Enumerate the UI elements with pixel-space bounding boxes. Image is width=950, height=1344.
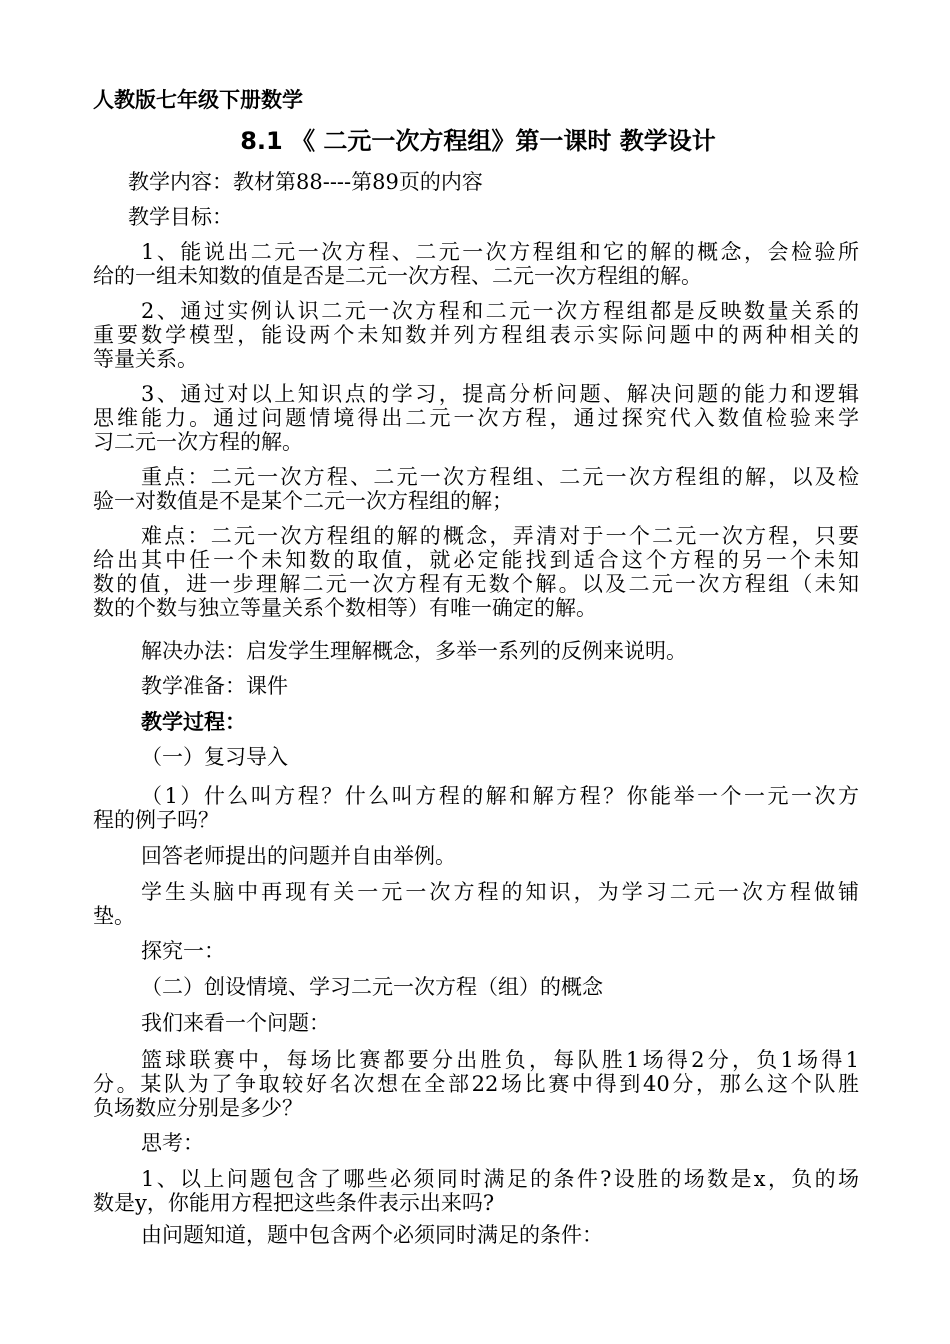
objective-1-line-2: 给的一组未知数的值是否是二元一次方程、二元一次方程组的解。 [93, 264, 702, 288]
review-question-line-1: （1）什么叫方程？什么叫方程的解和解方程？你能举一个一元一次方 [141, 784, 859, 808]
objective-2-line-2: 重要数学模型，能设两个未知数并列方程组表示实际问题中的两种相关的 [93, 323, 859, 347]
conditions-intro: 由问题知道，题中包含两个必须同时满足的条件： [141, 1223, 603, 1247]
think-question-line-2: 数是y，你能用方程把这些条件表示出来吗? [93, 1191, 495, 1215]
objective-3-line-1: 3、通过对以上知识点的学习，提高分析问题、解决问题的能力和逻辑 [141, 382, 859, 406]
problem-line-3: 负场数应分别是多少？ [93, 1096, 303, 1120]
problem-line-2: 分。某队为了争取较好名次想在全部22场比赛中得到40分，那么这个队胜 [93, 1072, 859, 1096]
solution-method: 解决办法：启发学生理解概念，多举一系列的反例来说明。 [141, 639, 687, 663]
think-label: 思考： [141, 1131, 204, 1155]
teaching-objectives-label: 教学目标： [128, 205, 233, 229]
review-purpose-line-2: 垫。 [93, 904, 135, 928]
difficulty-line-2: 给出其中任一个未知数的取值，就必定能找到适合这个方程的另一个未知 [93, 548, 859, 572]
difficulty-line-3: 数的值，进一步理解二元一次方程有无数个解。以及二元一次方程组（未知 [93, 572, 859, 596]
document-header: 人教版七年级下册数学 [93, 88, 303, 112]
review-question-line-2: 程的例子吗？ [93, 808, 219, 832]
teaching-process-heading: 教学过程： [141, 710, 246, 734]
objective-2-line-1: 2、通过实例认识二元一次方程和二元一次方程组都是反映数量关系的 [141, 299, 859, 323]
objective-3-line-2: 思维能力。通过问题情境得出二元一次方程，通过探究代入数值检验来学 [93, 406, 859, 430]
exploration-1-label: 探究一： [141, 939, 225, 963]
objective-1-line-1: 1、能说出二元一次方程、二元一次方程组和它的解的概念，会检验所 [141, 240, 859, 264]
objective-2-line-3: 等量关系。 [93, 347, 198, 371]
document-title: 8.1 《 二元一次方程组》第一课时 教学设计 [240, 127, 716, 155]
teaching-preparation: 教学准备：课件 [141, 674, 288, 698]
answer-instruction: 回答老师提出的问题并自由举例。 [141, 844, 456, 868]
key-points-line-1: 重点：二元一次方程、二元一次方程组、二元一次方程组的解，以及检 [141, 465, 859, 489]
problem-line-1: 篮球联赛中，每场比赛都要分出胜负，每队胜1场得2分，负1场得1 [141, 1048, 859, 1072]
review-purpose-line-1: 学生头脑中再现有关一元一次方程的知识，为学习二元一次方程做铺 [141, 880, 859, 904]
think-question-line-1: 1、以上问题包含了哪些必须同时满足的条件?设胜的场数是x，负的场 [141, 1167, 859, 1191]
difficulty-line-1: 难点：二元一次方程组的解的概念，弄清对于一个二元一次方程，只要 [141, 524, 859, 548]
key-points-line-2: 验一对数值是不是某个二元一次方程组的解； [93, 489, 513, 513]
section-concept-heading: （二）创设情境、学习二元一次方程（组）的概念 [141, 975, 603, 999]
section-review-heading: （一）复习导入 [141, 745, 288, 769]
objective-3-line-3: 习二元一次方程的解。 [93, 430, 303, 454]
difficulty-line-4: 数的个数与独立等量关系个数相等）有唯一确定的解。 [93, 596, 597, 620]
problem-intro: 我们来看一个问题： [141, 1011, 330, 1035]
teaching-content: 教学内容：教材第88----第89页的内容 [128, 170, 483, 194]
